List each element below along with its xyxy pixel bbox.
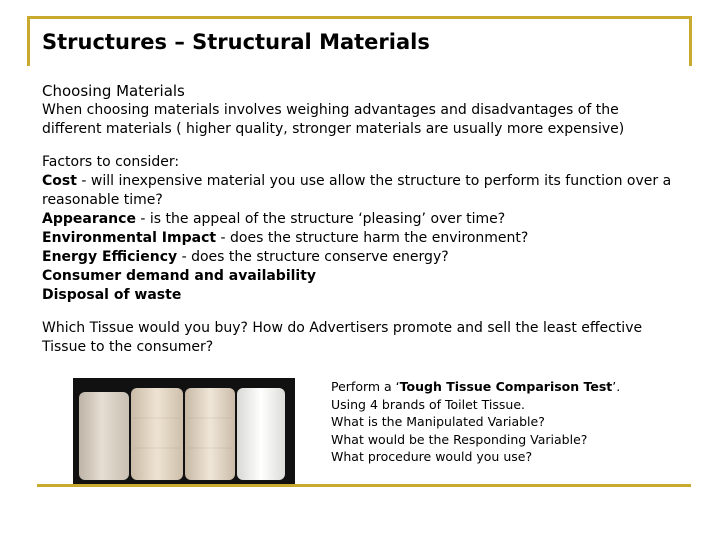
- factor-desc: - is the appeal of the structure ‘pleasing’ over time?: [135, 211, 506, 227]
- bottom-border: [37, 484, 691, 487]
- experiment-line-4: What would be the Responding Variable?: [331, 431, 588, 447]
- factor-environmental-impact: [42, 229, 682, 248]
- section-body: When choosing materials involves weighing advantages and disadvantages of the different materials ( higher quality, stronger materials are usually more expensive): [42, 102, 625, 137]
- factor-term: Disposal of waste: [42, 287, 182, 303]
- tissue-roll: [237, 388, 285, 480]
- tissue-roll: [79, 392, 129, 480]
- factor-disposal: [42, 286, 682, 305]
- factor-desc: - does the structure conserve energy?: [177, 249, 449, 265]
- factor-cost: [42, 172, 682, 210]
- factor-energy-efficiency: [42, 248, 682, 267]
- experiment-line-5: What procedure would you use?: [331, 449, 533, 464]
- factor-term: Environmental Impact: [42, 230, 217, 246]
- right-border: [689, 16, 692, 66]
- factors-intro: Factors to consider:: [42, 154, 180, 170]
- tissue-roll: [185, 388, 235, 480]
- experiment-line-2: Using 4 brands of Toilet Tissue.: [331, 396, 525, 412]
- left-border: [27, 16, 30, 66]
- factor-term: Consumer demand and availability: [42, 268, 317, 284]
- tissue-roll: [131, 388, 183, 480]
- experiment-test-name: Tough Tissue Comparison Test: [399, 379, 613, 394]
- factor-consumer-demand: [42, 267, 682, 286]
- top-border: [27, 16, 691, 19]
- experiment-line-1: Perform a ‘Tough Tissue Comparison Test’.: [331, 379, 621, 394]
- factor-term: Energy Efficiency: [42, 249, 178, 265]
- experiment-line-3: What is the Manipulated Variable?: [331, 414, 545, 429]
- section-heading: Choosing Materials: [42, 82, 185, 100]
- factor-term: Appearance: [42, 211, 136, 227]
- factor-desc: - will inexpensive material you use allow the structure to perform its function over a reasonable time?: [42, 173, 672, 208]
- slide-title: Structures – Structural Materials: [42, 30, 430, 54]
- slide-content: [42, 82, 682, 357]
- factor-term: Cost: [42, 173, 77, 189]
- tissue-question: Which Tissue would you buy? How do Advertisers promote and sell the least effective Tissue to the consumer?: [42, 320, 643, 355]
- factor-desc: - does the structure harm the environment?: [216, 230, 529, 246]
- factor-appearance: [42, 210, 682, 229]
- toilet-tissue-photo: [73, 378, 295, 484]
- experiment-prompt: [331, 378, 691, 466]
